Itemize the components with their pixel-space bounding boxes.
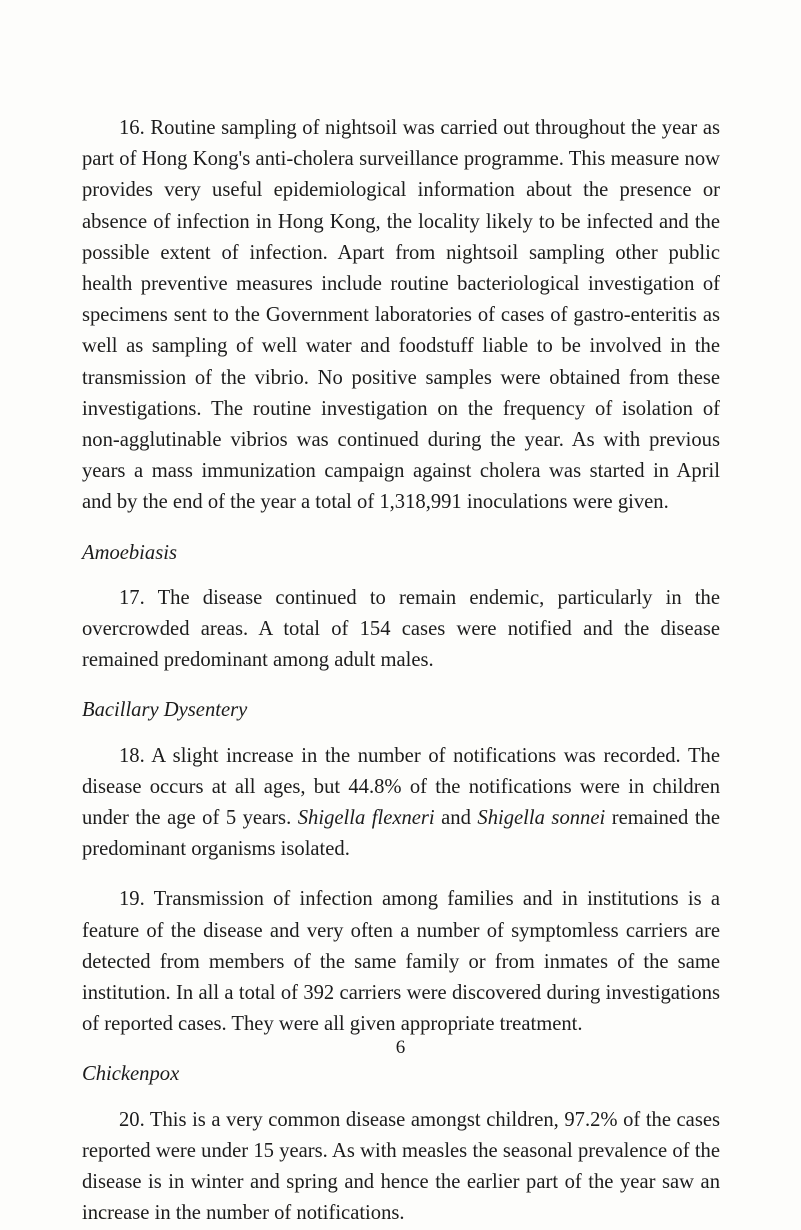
- species-shigella-flexneri: Shigella flexneri: [297, 807, 435, 830]
- heading-chickenpox: Chickenpox: [82, 1063, 180, 1086]
- paragraph-19: 19. Transmission of infection among families and in institutions is a feature of the disease and very often a number of symptomless carriers are detected from members of the same family or from inmates of the same institution. In all a total of 392 carriers were discovered during investigations of reported cases. They were all given appropriate treatment.: [82, 888, 720, 1036]
- paragraph-18-text-b: remained the predominant organisms isolated.: [82, 807, 721, 861]
- species-shigella-sonnei: Shigella sonnei: [477, 807, 606, 830]
- paragraph-20: 20. This is a very common disease amongst children, 97.2% of the cases reported were under 15 years. As with measles the seasonal prevalence of the disease is in winter and spring and hence the earlier part of the year saw an increase in the number of notifications.: [82, 1108, 720, 1225]
- page-number: 6: [395, 1037, 406, 1058]
- paragraph-16: 16. Routine sampling of nightsoil was carried out throughout the year as part of Hong Kong's anti-cholera surveillance programme. This measure now provides very useful epidemiological information about the presence or absence of infection in Hong Kong, the locality likely to be infected and the possible extent of infection. Apart from nightsoil sampling other public health preventive measures include routine bacteriological investigation of specimens sent to the Government laboratories of cases of gastro-enteritis as well as sampling of well water and foodstuff liable to be involved in the transmission of the vibrio. No positive samples were obtained from these investigations. The routine investigation on the frequency of isolation of non-agglutinable vibrios was continued during the year. As with previous years a mass immunization campaign against cholera was started in April and by the end of the year a total of 1,318,991 inoculations were given.: [82, 117, 720, 514]
- heading-amoebiasis: Amoebiasis: [82, 541, 177, 564]
- paragraph-18-text-a: 18. A slight increase in the number of notifications was recorded. The disease occurs at all ages, but 44.8% of the notifications were in children under the age of 5 years.: [82, 744, 720, 830]
- heading-bacillary-dysentery: Bacillary Dysentery: [82, 699, 248, 722]
- paragraph-17: 17. The disease continued to remain endemic, particularly in the overcrowded areas. A total of 154 cases were notified and the disease remained predominant among adult males.: [82, 586, 720, 672]
- paragraph-18: [82, 741, 720, 866]
- paragraph-18-and: and: [441, 807, 471, 830]
- document-page: [82, 113, 720, 1230]
